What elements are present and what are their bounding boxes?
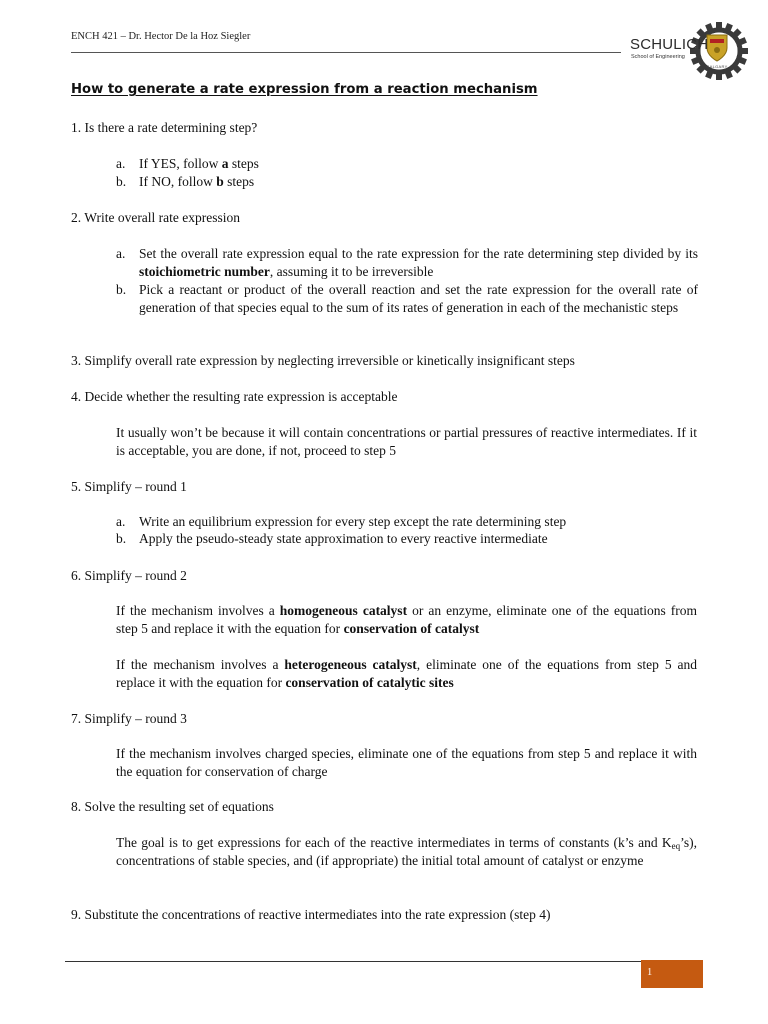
list-label: b. <box>116 174 127 189</box>
para-text: or an enzyme, eliminate one of the equations from step 5 and replace it with the equation for <box>116 603 697 636</box>
list-label: b. <box>116 282 127 297</box>
para-bold-text: conservation of catalyst <box>343 621 480 636</box>
step-2-heading: 2. Write overall rate expression <box>71 210 241 225</box>
logo-subtitle: School of Engineering <box>631 54 685 60</box>
step-5a-item <box>116 513 698 531</box>
item-text: steps <box>223 174 255 189</box>
item-text: Apply the pseudo-steady state approximation to every reactive intermediate <box>139 531 548 546</box>
step-1a-item <box>116 155 698 173</box>
item-text: Pick a reactant or product of the overall reaction and set the rate expression for the overall rate of generation of that species equal to the sum of its rates of generation in each of the mechanistic steps <box>139 282 698 315</box>
list-label: a. <box>116 514 126 529</box>
step-4-heading: 4. Decide whether the resulting rate expression is acceptable <box>71 389 398 404</box>
footer-rule <box>65 961 641 962</box>
step-4-paragraph: It usually won’t be because it will contain concentrations or partial pressures of reactive intermediates. If it is acceptable, you are done, if not, proceed to step 5 <box>116 425 697 458</box>
item-text: steps <box>228 156 259 171</box>
item-text: Set the overall rate expression equal to the rate expression for the rate determining step divided by its <box>139 246 698 261</box>
step-1-heading: 1. Is there a rate determining step? <box>71 120 258 135</box>
logo-wordmark: SCHULICH <box>630 36 709 53</box>
item-text: Write an equilibrium expression for every step except the rate determining step <box>139 514 567 529</box>
para-text: If the mechanism involves a <box>116 657 285 672</box>
header-rule <box>71 52 621 53</box>
list-label: a. <box>116 156 126 171</box>
para-text: The goal is to get expressions for each of the reactive intermediates in terms of constants (k’s and K <box>116 835 672 850</box>
step-8-paragraph <box>116 834 697 870</box>
page-number: 1 <box>647 967 653 978</box>
list-label: b. <box>116 531 127 546</box>
step-6-paragraph-heterogeneous <box>116 656 697 692</box>
para-text: ’s), concentrations of stable species, and (if appropriate) the initial total amount of catalyst or enzyme <box>116 835 697 868</box>
item-bold-text: a <box>221 156 229 171</box>
subscript-text: eq <box>671 841 681 851</box>
step-7-heading: 7. Simplify – round 3 <box>71 711 187 726</box>
step-2a-item <box>116 245 698 281</box>
step-9-heading: 9. Substitute the concentrations of reactive intermediates into the rate expression (step 4) <box>71 907 551 922</box>
para-bold-text: conservation of catalytic sites <box>285 675 454 690</box>
item-text: If YES, follow <box>139 156 222 171</box>
para-text: If the mechanism involves a <box>116 603 280 618</box>
step-8-heading: 8. Solve the resulting set of equations <box>71 799 274 814</box>
step-5b-item <box>116 530 698 548</box>
list-label: a. <box>116 246 126 261</box>
step-2b-item <box>116 281 698 317</box>
para-bold-text: homogeneous catalyst <box>279 603 408 618</box>
item-bold-text: b <box>216 174 224 189</box>
step-1b-item <box>116 173 698 191</box>
item-text: , assuming it to be irreversible <box>269 264 434 279</box>
schulich-logo <box>624 22 748 74</box>
page-title: How to generate a rate expression from a reaction mechanism <box>71 82 538 97</box>
crest-caption: CALGARY <box>706 64 728 69</box>
step-6-paragraph-homogeneous <box>116 602 697 638</box>
step-7-paragraph: If the mechanism involves charged species, eliminate one of the equations from step 5 and replace it with the equation for conservation of charge <box>116 746 697 779</box>
item-bold-text: stoichiometric number <box>139 264 270 279</box>
para-bold-text: heterogeneous catalyst <box>284 657 417 672</box>
step-3-heading: 3. Simplify overall rate expression by neglecting irreversible or kinetically insignificant steps <box>71 353 575 368</box>
header-course: ENCH 421 – Dr. Hector De la Hoz Siegler <box>71 31 251 42</box>
step-6-heading: 6. Simplify – round 2 <box>71 568 187 583</box>
para-text: , eliminate one of the equations from step 5 and replace it with the equation for <box>116 657 697 690</box>
step-5-heading: 5. Simplify – round 1 <box>71 479 187 494</box>
page-number-badge <box>641 960 703 988</box>
item-text: If NO, follow <box>139 174 217 189</box>
